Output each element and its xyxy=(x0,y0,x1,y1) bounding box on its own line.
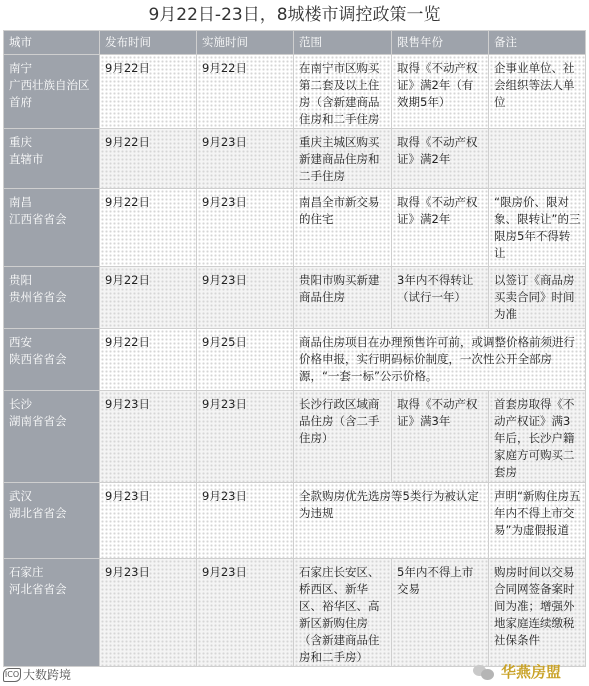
scope-cell: 贵阳市购买新建商品住房 xyxy=(294,267,392,329)
col-header-scope: 范围 xyxy=(294,31,392,55)
table-row xyxy=(4,329,586,391)
implemented-cell: 9月23日 xyxy=(197,267,294,329)
col-header-city: 城市 xyxy=(4,31,100,55)
restriction-cell: 取得《不动产权证》满2年 xyxy=(392,189,489,267)
published-cell: 9月23日 xyxy=(100,391,197,483)
implemented-cell: 9月23日 xyxy=(197,391,294,483)
watermark-left xyxy=(3,666,71,683)
table-row xyxy=(4,267,586,329)
city-cell: 南宁 广西壮族自治区首府 xyxy=(4,55,100,129)
restriction-cell: 取得《不动产权证》满2年 xyxy=(392,129,489,189)
page-title: 9月22日-23日，8城楼市调控政策一览 xyxy=(148,5,441,25)
restriction-cell: 3年内不得转让（试行一年） xyxy=(392,267,489,329)
col-header-published: 发布时间 xyxy=(100,31,197,55)
watermark-right xyxy=(473,661,561,682)
note-cell: 声明“新购住房五年内不得上市交易”为虚假报道 xyxy=(489,483,586,559)
watermark-right-text: 华燕房盟 xyxy=(500,663,561,681)
city-cell: 西安 陕西省省会 xyxy=(4,329,100,391)
table-row xyxy=(4,559,586,667)
table-row xyxy=(4,189,586,267)
city-cell: 南昌 江西省省会 xyxy=(4,189,100,267)
restriction-cell: 取得《不动产权证》满3年 xyxy=(392,391,489,483)
published-cell: 9月23日 xyxy=(100,483,197,559)
note-cell: 首套房取得《不动产权证》满3年后，长沙户籍家庭方可购买二套房 xyxy=(489,391,586,483)
implemented-cell: 9月25日 xyxy=(197,329,294,391)
scope-cell: 重庆主城区购买新建商品住房和二手住房 xyxy=(294,129,392,189)
note-cell: 企事业单位、社会组织等法人单位 xyxy=(489,55,586,129)
published-cell: 9月22日 xyxy=(100,267,197,329)
scope-cell: 在南宁市区购买第二套及以上住房（含新建商品住房和二手住房 xyxy=(294,55,392,129)
scope-cell: 长沙行政区域商品住房（含二手住房） xyxy=(294,391,392,483)
city-cell: 石家庄 河北省省会 xyxy=(4,559,100,667)
table-row xyxy=(4,129,586,189)
city-cell: 重庆 直辖市 xyxy=(4,129,100,189)
col-header-restriction: 限售年份 xyxy=(392,31,489,55)
policy-table xyxy=(3,30,586,667)
restriction-cell: 5年内不得上市交易 xyxy=(392,559,489,667)
implemented-cell: 9月23日 xyxy=(197,129,294,189)
published-cell: 9月22日 xyxy=(100,329,197,391)
city-cell: 长沙 湖南省省会 xyxy=(4,391,100,483)
published-cell: 9月22日 xyxy=(100,129,197,189)
table-row xyxy=(4,55,586,129)
table-row xyxy=(4,391,586,483)
watermark-logo-icon: ICO xyxy=(3,668,21,682)
table-header-row xyxy=(4,31,586,55)
scope-cell: 商品住房项目在办理预售许可前，或调整价格前须进行价格申报，实行明码标价制度，一次性公开全部房源，“一套一标”公示价格。 xyxy=(294,329,586,391)
scope-cell: 全款购房优先选房等5类行为被认定为违规 xyxy=(294,483,489,559)
note-cell: 购房时间以交易合同网签备案时间为准；增强外地家庭连续缴税社保条件 xyxy=(489,559,586,667)
scope-cell: 南昌全市新交易的住宅 xyxy=(294,189,392,267)
col-header-implemented: 实施时间 xyxy=(197,31,294,55)
table-row xyxy=(4,483,586,559)
restriction-cell: 取得《不动产权证》满2年（有效期5年） xyxy=(392,55,489,129)
published-cell: 9月22日 xyxy=(100,55,197,129)
scope-cell: 石家庄长安区、桥西区、新华区、裕华区、高新区新购住房（含新建商品住房和二手房） xyxy=(294,559,392,667)
published-cell: 9月23日 xyxy=(100,559,197,667)
note-cell xyxy=(489,129,586,189)
wechat-icon xyxy=(473,663,495,681)
watermark-left-text: 大数跨境 xyxy=(23,668,72,682)
note-cell: 以签订《商品房买卖合同》时间为准 xyxy=(489,267,586,329)
city-cell: 贵阳 贵州省省会 xyxy=(4,267,100,329)
implemented-cell: 9月23日 xyxy=(197,483,294,559)
col-header-note: 备注 xyxy=(489,31,586,55)
note-cell: “限房价、限对象、限转让”的三限房5年不得转让 xyxy=(489,189,586,267)
implemented-cell: 9月23日 xyxy=(197,559,294,667)
implemented-cell: 9月22日 xyxy=(197,55,294,129)
published-cell: 9月22日 xyxy=(100,189,197,267)
city-cell: 武汉 湖北省省会 xyxy=(4,483,100,559)
implemented-cell: 9月23日 xyxy=(197,189,294,267)
